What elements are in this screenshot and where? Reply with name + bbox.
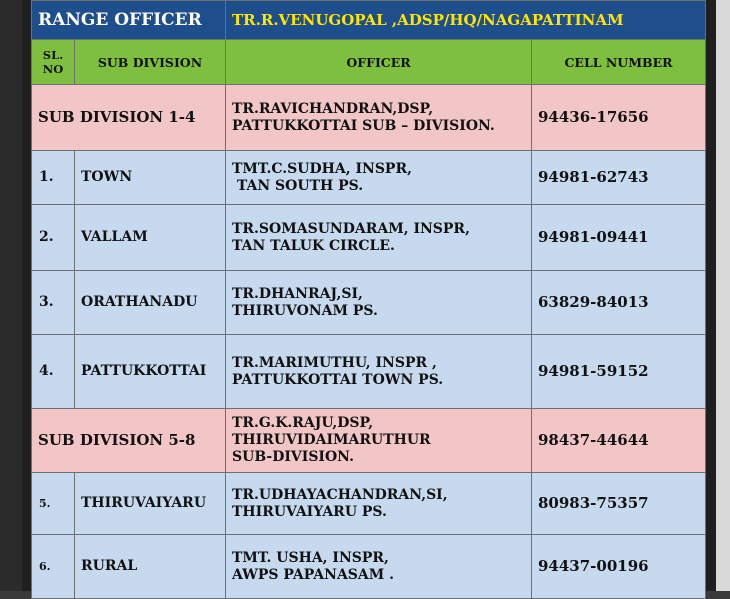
officer-name: TR.RAVICHANDRAN,DSP, PATTUKKOTTAI SUB – DIVISION.: [226, 85, 532, 151]
range-officer-label: RANGE OFFICER: [32, 1, 226, 40]
cell-number: 94437-00196: [532, 535, 706, 599]
cell-number: 94981-62743: [532, 151, 706, 205]
table-row: [32, 205, 706, 271]
column-header-row: [32, 40, 706, 85]
table-row: [32, 151, 706, 205]
cell-number: 94436-17656: [532, 85, 706, 151]
sub-division-row: [32, 409, 706, 473]
officer-name: TMT. USHA, INSPR, AWPS PAPANASAM .: [226, 535, 532, 599]
sub-division-row: [32, 85, 706, 151]
document-sheet: [22, 0, 716, 591]
range-officer-row: [32, 1, 706, 40]
officer-name: TR.SOMASUNDARAM, INSPR, TAN TALUK CIRCLE.: [226, 205, 532, 271]
officer-name: TR.G.K.RAJU,DSP, THIRUVIDAIMARUTHUR SUB-DIVISION.: [226, 409, 532, 473]
table-row: [32, 535, 706, 599]
row-number: 6.: [32, 535, 75, 599]
col-cell-number: CELL NUMBER: [532, 40, 706, 85]
sub-division-name: VALLAM: [75, 205, 226, 271]
right-scroll-edge: [716, 0, 730, 591]
sub-division-name: RURAL: [75, 535, 226, 599]
col-sub-division: SUB DIVISION: [75, 40, 226, 85]
row-number: 1.: [32, 151, 75, 205]
sub-division-name: PATTUKKOTTAI: [75, 335, 226, 409]
officer-name: TR.UDHAYACHANDRAN,SI, THIRUVAIYARU PS.: [226, 473, 532, 535]
row-number: 3.: [32, 271, 75, 335]
table-row: [32, 335, 706, 409]
table-row: [32, 473, 706, 535]
row-number: 5.: [32, 473, 75, 535]
cell-number: 80983-75357: [532, 473, 706, 535]
row-number: 4.: [32, 335, 75, 409]
officer-table: [31, 0, 706, 599]
officer-name: TR.MARIMUTHU, INSPR , PATTUKKOTTAI TOWN PS.: [226, 335, 532, 409]
cell-number: 63829-84013: [532, 271, 706, 335]
officer-name: TR.DHANRAJ,SI, THIRUVONAM PS.: [226, 271, 532, 335]
cell-number: 94981-59152: [532, 335, 706, 409]
cell-number: 98437-44644: [532, 409, 706, 473]
row-number: 2.: [32, 205, 75, 271]
table-row: [32, 271, 706, 335]
sub-division-name: ORATHANADU: [75, 271, 226, 335]
sub-division-title: SUB DIVISION 5-8: [32, 409, 226, 473]
sub-division-title: SUB DIVISION 1-4: [32, 85, 226, 151]
officer-name: TMT.C.SUDHA, INSPR, TAN SOUTH PS.: [226, 151, 532, 205]
col-sl-no: SL. NO: [32, 40, 75, 85]
col-officer: OFFICER: [226, 40, 532, 85]
sub-division-name: TOWN: [75, 151, 226, 205]
sub-division-name: THIRUVAIYARU: [75, 473, 226, 535]
range-officer-value: TR.R.VENUGOPAL ,ADSP/HQ/NAGAPATTINAM: [226, 1, 706, 40]
cell-number: 94981-09441: [532, 205, 706, 271]
left-border: [0, 0, 22, 591]
